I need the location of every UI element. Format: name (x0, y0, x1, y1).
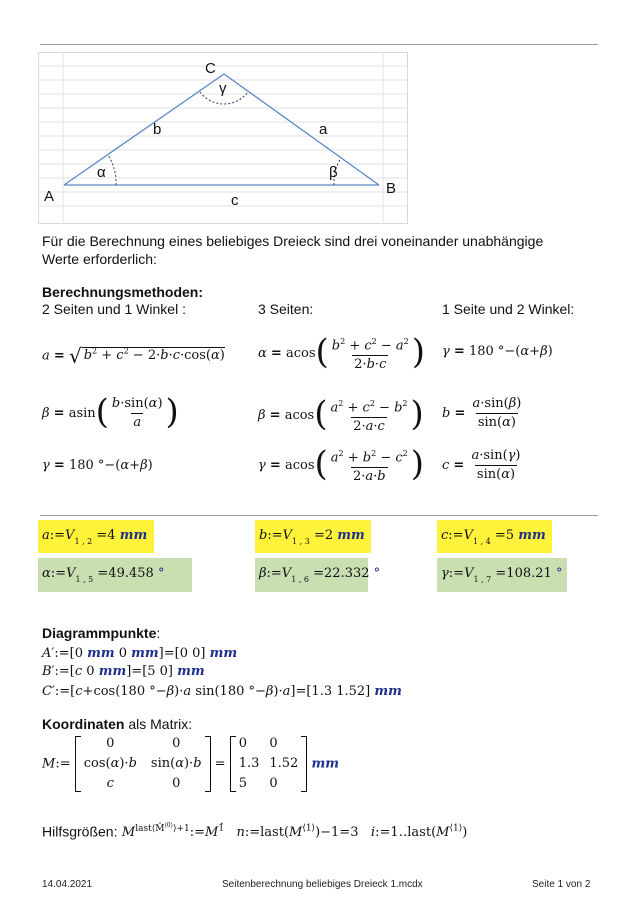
formula-b-sine-law: b = $\frac{a\cdot\sin(\beta)}{\sin(\alpha)}$ (442, 396, 522, 430)
value-beta: $\beta:=V_{1 , 6} =22.332$ ° (259, 566, 381, 584)
col1-heading: 2 Seiten und 1 Winkel : (42, 301, 186, 317)
formula-gamma-sum-2: γ = 180 °−(α+β) (42, 458, 153, 473)
footer-page: Seite 1 von 2 (532, 879, 591, 890)
koord-heading: Koordinaten als Matrix: (42, 716, 193, 732)
point-C: C′:=[c+cos(180 °−β)·a sin(180 °−β)·a]=[1.3 1.52] mm (42, 684, 402, 699)
triangle-figure (38, 52, 408, 224)
col3-heading: 1 Seite und 2 Winkel: (442, 301, 575, 317)
formula-gamma-sum: γ = 180 °−(α+β) (442, 344, 553, 359)
label-C: C (205, 60, 216, 77)
value-c[interactable]: $c:=V_{1 , 4} =5$ mm (441, 528, 546, 546)
label-a: a (319, 121, 328, 138)
label-A: A (44, 188, 55, 205)
formula-alpha-acos: α = acos( $\frac{b^2 + c^2 - a^2}{2\cdot b\cdot c}$ ) (258, 331, 426, 373)
formula-a-cosine-law: a = √ $b^2 + c^2 - 2\cdot b\cdot c\cdot\cos(\alpha)$ (42, 343, 225, 368)
label-gamma: γ (219, 80, 227, 97)
value-alpha: $\alpha:=V_{1 , 5} =49.458$ ° (42, 566, 165, 584)
label-beta: β (329, 164, 338, 181)
matrix-expression: M:= 0 0 cos(α)·b sin(α)·b c 0 = 0 0 1.3 1.52 5 0 mm (42, 736, 339, 791)
value-a[interactable]: $a:=V_{1 , 2} =4$ mm (42, 528, 148, 546)
top-rule (40, 44, 598, 45)
hilfs-label: Hilfsgrößen: (42, 823, 118, 840)
methods-heading: Berechnungsmethoden: (42, 284, 204, 300)
intro-line-1: Für die Berechnung eines beliebiges Dreieck sind drei voneinander unabhängige (42, 233, 544, 249)
col2-heading: 3 Seiten: (258, 301, 314, 317)
footer-date: 14.04.2021 (42, 879, 93, 890)
diagram-heading: Diagrammpunkte: (42, 625, 161, 641)
formula-c-sine-law: c = $\frac{a\cdot\sin(\gamma)}{\sin(\alpha)}$ (442, 448, 521, 482)
formula-beta-asin: β = asin( $\frac{b\cdot\sin(\alpha)}{a}$ ) (42, 391, 179, 432)
point-A: A′:=[0 mm 0 mm]=[0 0] mm (42, 646, 238, 661)
footer-file: Seitenberechnung beliebiges Dreieck 1.mcdx (222, 879, 423, 890)
point-B: B′:=[c 0 mm]=[5 0] mm (42, 664, 205, 679)
label-alpha: α (97, 164, 106, 181)
formula-gamma-acos: γ = acos( $\frac{a^2 + b^2 - c^2}{2\cdot a\cdot b}$ ) (258, 443, 425, 485)
formula-beta-acos: β = acos( $\frac{a^2 + c^2 - b^2}{2\cdot a\cdot c}$ ) (258, 393, 424, 435)
intro-line-2: Werte erforderlich: (42, 251, 157, 267)
mid-rule (40, 515, 598, 516)
hilfs-row (42, 818, 467, 841)
hilfs-expression: $M^{last⟨M̂^{⟨0⟩}⟩+1}:=M^{1̂}$ $n:=last(M^{⟨1⟩})-1=3$ $i:=1‥last(M^{⟨1⟩})$ (121, 822, 468, 841)
label-B: B (386, 180, 397, 197)
label-c: c (231, 192, 239, 209)
value-b[interactable]: $b:=V_{1 , 3} =2$ mm (259, 528, 365, 546)
label-b: b (153, 121, 162, 138)
value-gamma: $\gamma:=V_{1 , 7} =108.21$ ° (441, 566, 563, 584)
